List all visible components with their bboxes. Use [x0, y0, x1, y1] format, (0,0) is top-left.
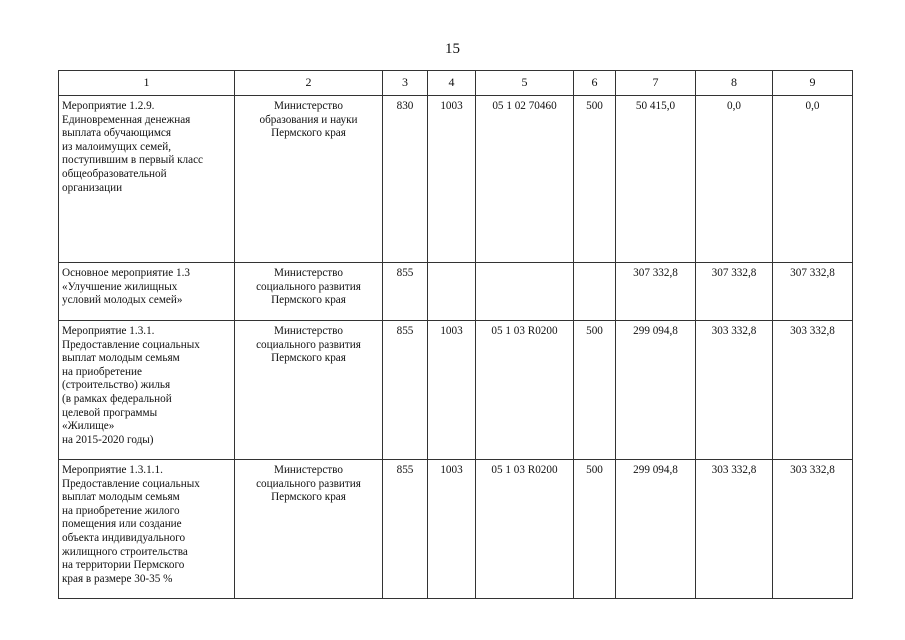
amount-cell: 303 332,8 — [773, 321, 853, 460]
ministry-name: Министерство социального развития Пермского края — [235, 460, 383, 599]
cell-value — [428, 263, 476, 321]
column-header: 1 — [59, 71, 235, 96]
column-header: 5 — [476, 71, 574, 96]
amount-cell: 303 332,8 — [773, 460, 853, 599]
column-header: 2 — [235, 71, 383, 96]
cell-value: 500 — [574, 460, 616, 599]
column-header: 3 — [383, 71, 428, 96]
amount-cell: 307 332,8 — [696, 263, 773, 321]
budget-table — [58, 70, 853, 599]
cell-value: 05 1 02 70460 — [476, 96, 574, 263]
header-row — [59, 71, 853, 96]
amount-cell: 299 094,8 — [616, 460, 696, 599]
cell-value: 830 — [383, 96, 428, 263]
amount-cell: 303 332,8 — [696, 460, 773, 599]
activity-name: Мероприятие 1.2.9. Единовременная денежная выплата обучающимся из малоимущих семей, поступившим в первый класс общеобразовательной организации — [59, 96, 235, 263]
cell-value: 1003 — [428, 321, 476, 460]
cell-value: 500 — [574, 96, 616, 263]
amount-cell: 0,0 — [696, 96, 773, 263]
amount-cell: 307 332,8 — [616, 263, 696, 321]
cell-value: 05 1 03 R0200 — [476, 321, 574, 460]
column-header: 8 — [696, 71, 773, 96]
ministry-name: Министерство социального развития Пермского края — [235, 321, 383, 460]
cell-value — [574, 263, 616, 321]
cell-value: 855 — [383, 321, 428, 460]
ministry-name: Министерство социального развития Пермского края — [235, 263, 383, 321]
column-header: 7 — [616, 71, 696, 96]
amount-cell: 307 332,8 — [773, 263, 853, 321]
column-header: 6 — [574, 71, 616, 96]
amount-cell: 303 332,8 — [696, 321, 773, 460]
ministry-name: Министерство образования и науки Пермского края — [235, 96, 383, 263]
cell-value — [476, 263, 574, 321]
cell-value: 1003 — [428, 460, 476, 599]
amount-cell: 0,0 — [773, 96, 853, 263]
activity-name: Мероприятие 1.3.1.1. Предоставление социальных выплат молодым семьям на приобретение жилого помещения или создание объекта индивидуального жилищного строительства на территории Пермского края в размере 30-35 % — [59, 460, 235, 599]
activity-name: Мероприятие 1.3.1. Предоставление социальных выплат молодым семьям на приобретение (строительство) жилья (в рамках федеральной целевой программы «Жилище» на 2015-2020 годы) — [59, 321, 235, 460]
column-header: 4 — [428, 71, 476, 96]
table-row — [59, 263, 853, 321]
cell-value: 855 — [383, 460, 428, 599]
cell-value: 1003 — [428, 96, 476, 263]
table-row — [59, 321, 853, 460]
cell-value: 05 1 03 R0200 — [476, 460, 574, 599]
page-number: 15 — [445, 41, 460, 57]
activity-name: Основное мероприятие 1.3 «Улучшение жилищных условий молодых семей» — [59, 263, 235, 321]
amount-cell: 50 415,0 — [616, 96, 696, 263]
table-row — [59, 460, 853, 599]
amount-cell: 299 094,8 — [616, 321, 696, 460]
table-row — [59, 96, 853, 263]
cell-value: 500 — [574, 321, 616, 460]
cell-value: 855 — [383, 263, 428, 321]
column-header: 9 — [773, 71, 853, 96]
